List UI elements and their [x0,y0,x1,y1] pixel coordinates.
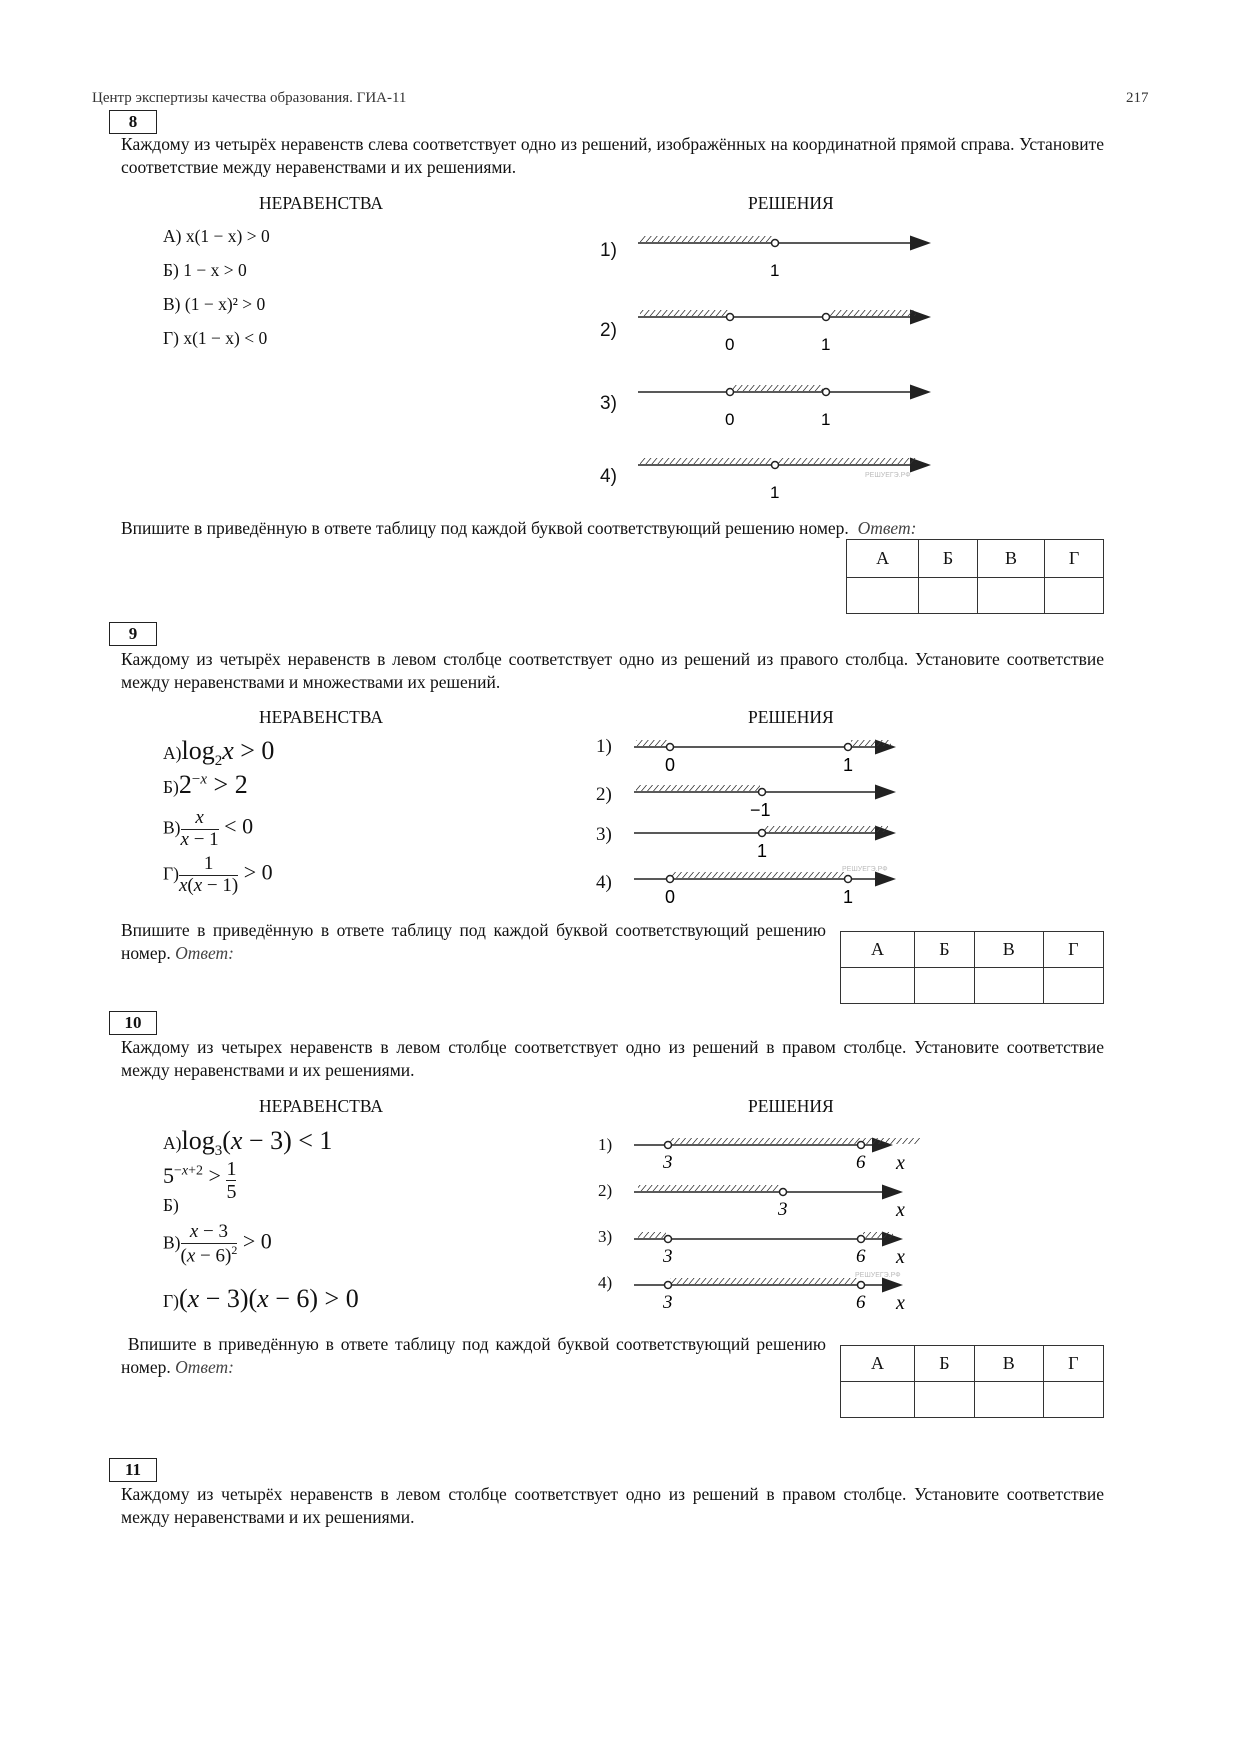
solution-label-4: 4) [598,1273,613,1292]
column-header-solutions: РЕШЕНИЯ [748,1096,834,1116]
hatch-region [640,458,772,464]
open-point [845,744,852,751]
answer-table [846,539,1104,614]
solution-label-2: 2) [596,784,612,805]
tick-label: 1 [770,261,780,280]
tick-label: 6 [856,1152,866,1173]
inequality-d: Г)(x − 3)(x − 6) > 0 [163,1284,359,1313]
answer-cell-v[interactable] [974,968,1043,1004]
answer-header-b: Б [914,1346,974,1382]
hatch-region [851,740,891,746]
open-point [823,314,830,321]
answer-header-v: В [977,540,1044,578]
answer-table [840,1345,1104,1418]
instruction-text: Впишите в приведённую в ответе таблицу под каждой буквой соответствующий решению номер. Ответ: [121,1334,826,1377]
task-number: 10 [109,1011,157,1035]
axis-label: x [896,1246,905,1268]
tick-label: 1 [770,483,780,502]
hatch-region [672,872,846,878]
axis-label: x [896,1199,905,1221]
hatch-region [830,310,916,316]
number-line-3 [634,1232,905,1268]
inequality-c: В) $\frac{x - 3}{(x - 6)^2}$ > 0 [163,1221,272,1267]
tick-label: 0 [725,335,735,354]
number-lines-task10 [630,1125,930,1315]
task-text: Каждому из четырёх неравенств в левом столбце соответствует одно из решений из правого столбца. Установите соответствие между неравенствами и множествами их решений. [121,649,1104,692]
inequality-b: $5^{-x+2}$ > $\frac{1}{5}$ Б) [163,1158,237,1215]
open-point [727,389,734,396]
tick-label: 6 [856,1246,866,1267]
inequality-c: В) $\frac{x}{x - 1}$ < 0 [163,807,254,850]
hatch-region [733,385,823,391]
number-line-1 [638,236,928,280]
hatch-region [764,826,888,832]
answer-cell-v[interactable] [974,1382,1043,1418]
solution-label-4: 4) [596,872,612,893]
answer-label: Ответ: [175,1357,234,1377]
answer-cell-g[interactable] [1043,1382,1103,1418]
answer-cell-b[interactable] [914,1382,974,1418]
answer-header-g: Г [1043,932,1103,968]
inequality-b: Б) 1 − x > 0 [163,260,247,280]
task-text: Каждому из четырех неравенств в левом столбце соответствует одно из решений в правом столбце. Установите соответствие между неравенствами и их решениями. [121,1037,1104,1080]
hatch-region [636,740,668,746]
solution-label-3: 3) [600,393,617,414]
number-line-1 [634,1138,920,1174]
tick-label: 3 [663,1246,673,1267]
answer-cell-v[interactable] [977,578,1044,614]
number-line-4 [634,866,893,907]
solution-label-2: 2) [598,1181,613,1200]
hatch-region [636,785,760,791]
task-text: Каждому из четырёх неравенств в левом столбце соответствует одно из решений в правом столбце. Установите соответствие между неравенствами и их решениями. [121,1484,1104,1527]
solution-label-1: 1) [598,1135,613,1154]
hatch-region [778,458,916,464]
open-point [759,830,766,837]
task-number: 11 [109,1458,157,1482]
number-lines-task8 [630,225,940,505]
number-line-4 [638,458,928,502]
number-line-3 [638,385,928,429]
answer-header-a: А [847,540,919,578]
answer-label: Ответ: [857,518,917,538]
tick-label: 1 [757,841,768,861]
open-point [759,789,766,796]
open-point [665,1236,672,1243]
number-line-3 [634,826,893,861]
answer-header-v: В [974,1346,1043,1382]
number-line-2 [638,310,928,354]
open-point [780,1189,787,1196]
tick-label: 6 [856,1292,866,1313]
task-number: 9 [109,622,157,646]
open-point [823,389,830,396]
tick-label: 0 [665,755,676,775]
open-point [858,1282,865,1289]
instruction-text: Впишите в приведённую в ответе таблицу под каждой буквой соответствующий решению номер. Ответ: [121,518,917,538]
answer-cell-g[interactable] [1045,578,1104,614]
solution-label-2: 2) [600,320,617,341]
hatch-region [638,1232,666,1238]
hatch-region [670,1278,859,1284]
axis-label: x [896,1152,905,1174]
answer-header-a: А [841,932,915,968]
tick-label: 1 [821,410,831,429]
axis-label: x [896,1292,905,1314]
hatch-region [863,1232,893,1238]
inequality-d: Г) x(1 − x) < 0 [163,328,268,348]
solution-label-1: 1) [596,736,612,757]
open-point [727,314,734,321]
page-number: 217 [1126,90,1149,106]
hatch-region [638,1185,781,1191]
answer-cell-g[interactable] [1043,968,1103,1004]
tick-label: 3 [778,1199,788,1220]
watermark: РЕШУЕГЭ.РФ [865,472,911,479]
column-header-inequalities: НЕРАВЕНСТВА [259,1096,384,1116]
tick-label: 0 [725,410,735,429]
column-header-solutions: РЕШЕНИЯ [748,193,834,213]
open-point [665,1142,672,1149]
solution-label-4: 4) [600,466,617,487]
tick-label: 3 [663,1292,673,1313]
inequality-a: $А)\log_3(x - 3) < 1$ [163,1126,333,1160]
open-point [772,240,779,247]
tick-label: 0 [665,887,676,907]
tick-label: 3 [663,1152,673,1173]
tick-label: 1 [843,755,854,775]
open-point [665,1282,672,1289]
open-point [667,744,674,751]
tick-label: 1 [821,335,831,354]
hatch-region [670,1138,920,1144]
inequality-a: А) x(1 − x) > 0 [163,226,270,246]
open-point [845,876,852,883]
hatch-region [640,236,773,242]
task-number: 8 [109,110,157,134]
column-header-inequalities: НЕРАВЕНСТВА [259,707,384,727]
task-text: Каждому из четырёх неравенств слева соответствует одно из решений, изображённых на координатной прямой справа. Установите соответствие между неравенствами и их решениями. [121,134,1104,177]
answer-header-v: В [974,932,1043,968]
answer-cell-a[interactable] [841,968,915,1004]
answer-header-a: А [841,1346,915,1382]
watermark: РЕШУЕГЭ.РФ [842,866,888,873]
hatch-region [640,310,728,316]
open-point [772,462,779,469]
answer-cell-a[interactable] [841,1382,915,1418]
page-header-title: Центр экспертизы качества образования. ГИА-11 [92,90,407,106]
number-line-1 [634,740,893,775]
answer-header-b: Б [919,540,978,578]
answer-label: Ответ: [175,943,234,963]
answer-table [840,931,1104,1004]
inequality-d: Г) $\frac{1}{x(x - 1)}$ > 0 [163,853,273,896]
answer-cell-a[interactable] [847,578,919,614]
answer-header-b: Б [914,932,974,968]
solution-label-3: 3) [598,1227,613,1246]
tick-label: 1 [843,887,854,907]
inequality-c: В) (1 − x)² > 0 [163,294,266,314]
tick-label: −1 [750,800,771,820]
number-line-4 [634,1272,905,1314]
open-point [858,1236,865,1243]
column-header-solutions: РЕШЕНИЯ [748,707,834,727]
column-header-inequalities: НЕРАВЕНСТВА [259,193,384,213]
answer-cell-b[interactable] [919,578,978,614]
inequality-a: $А)\log_2x > 0$ [163,736,275,770]
answer-cell-b[interactable] [914,968,974,1004]
instruction-text: Впишите в приведённую в ответе таблицу под каждой буквой соответствующий решению номер. Ответ: [121,920,826,963]
answer-header-g: Г [1045,540,1104,578]
inequality-b: $Б)2^{-x} > 2$ [163,770,248,799]
number-lines-task9 [628,735,908,915]
answer-header-g: Г [1043,1346,1103,1382]
solution-label-1: 1) [600,240,617,261]
number-line-2 [634,1185,905,1221]
open-point [667,876,674,883]
number-line-2 [634,785,893,820]
solution-label-3: 3) [596,824,612,845]
open-point [858,1142,865,1149]
watermark: РЕШУЕГЭ.РФ [855,1272,901,1279]
